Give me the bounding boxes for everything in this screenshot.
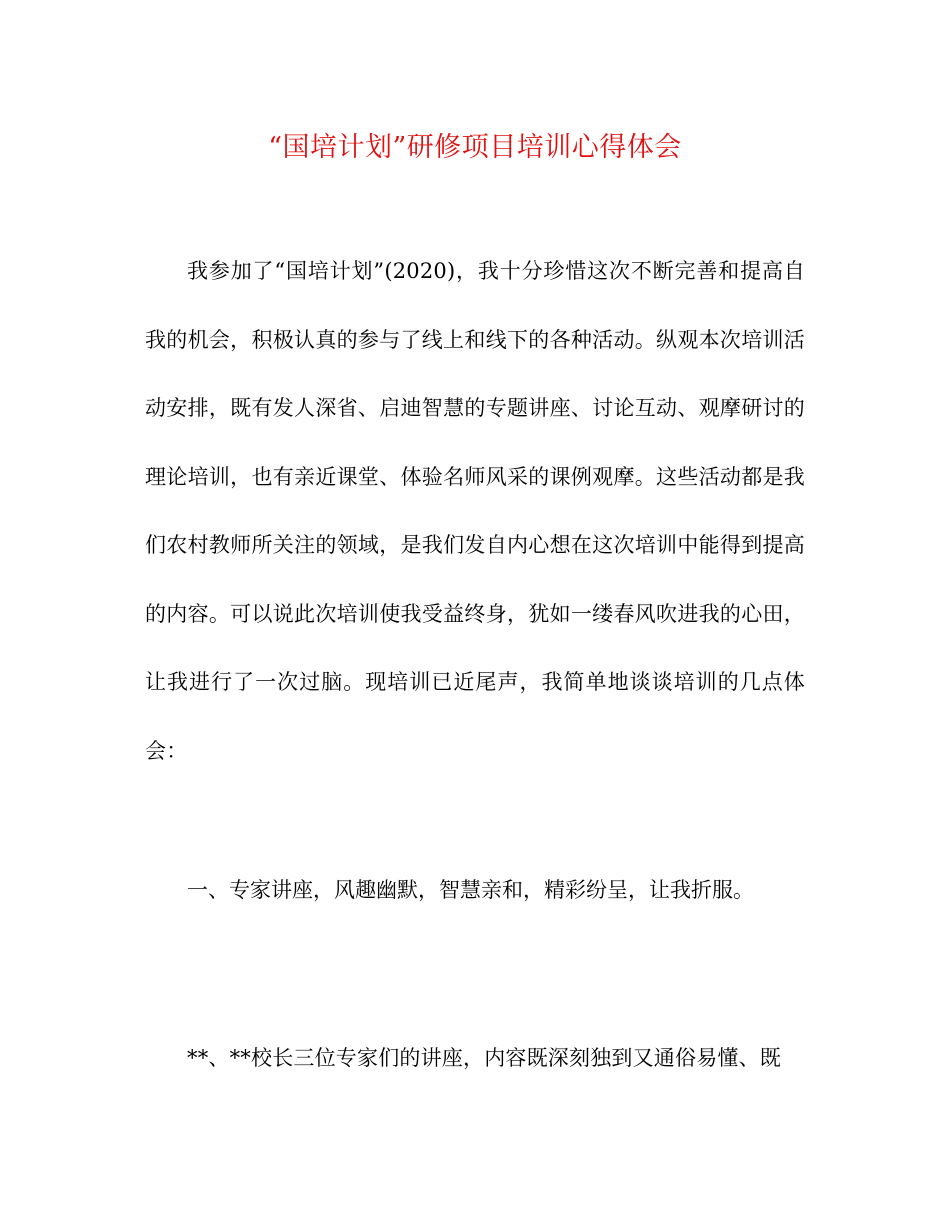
document-title: “国培计划”研修项目培训心得体会 [268,132,682,163]
intro-paragraph: 我参加了“国培计划”(2020)，我十分珍惜这次不断完善和提高自我的机会，积极认真的参与了线上和线下的各种活动。纵观本次培训活动安排，既有发人深省、启迪智慧的专题讲座、讨论互动、观摩研讨的理论培训，也有亲近课堂、体验名师风采的课例观摩。这些活动都是我们农村教师所关注的领域，是我们发自内心想在这次培训中能得到提高的内容。可以说此次培训使我受益终身，犹如一缕春风吹进我的心田，让我进行了一次过脑。现培训已近尾声，我简单地谈谈培训的几点体会： [145,259,805,763]
lecture-paragraph: **、**校长三位专家们的讲座，内容既深刻独到又通俗易懂、既 [187,1046,781,1070]
section-heading: 一、专家讲座，风趣幽默，智慧亲和，精彩纷呈，让我折服。 [187,878,754,902]
